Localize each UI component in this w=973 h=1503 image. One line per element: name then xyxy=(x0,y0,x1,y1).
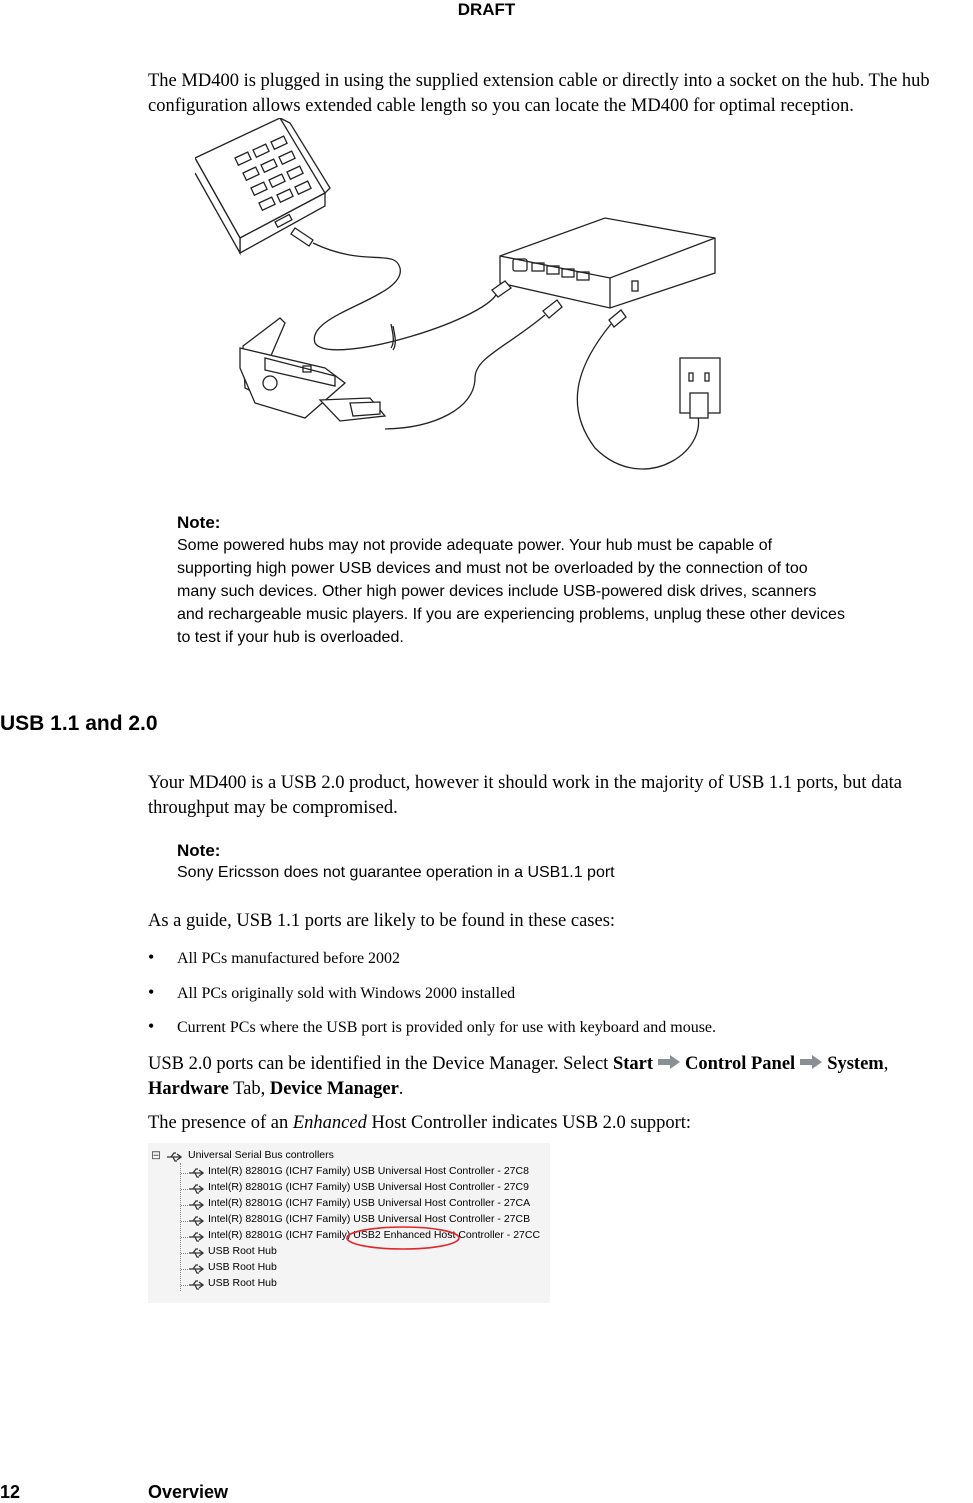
usb-icon xyxy=(188,1167,204,1179)
bullet-icon: • xyxy=(148,947,155,967)
tree-item-label: USB Root Hub xyxy=(208,1245,277,1257)
tree-root-label: Universal Serial Bus controllers xyxy=(188,1149,334,1161)
bullet-text: Current PCs where the USB port is provided only for use with keyboard and mouse. xyxy=(177,1019,717,1036)
tree-item-label: USB Root Hub xyxy=(208,1277,277,1289)
menu-path-device-manager: Device Manager xyxy=(269,1079,399,1100)
section-heading: USB 1.1 and 2.0 xyxy=(0,712,158,735)
usb-icon xyxy=(188,1279,204,1291)
tree-branch-line xyxy=(181,1205,188,1206)
collapse-icon[interactable]: ⊟ xyxy=(151,1148,162,1162)
usb-icon xyxy=(166,1151,182,1163)
presence-text: Host Controller indicates USB 2.0 support: xyxy=(366,1113,692,1133)
footer-section-name: Overview xyxy=(148,1482,229,1502)
tree-item[interactable] xyxy=(148,1181,550,1197)
laptop-drawing xyxy=(195,118,330,253)
tree-branch-line xyxy=(181,1285,188,1286)
tree-item-label: Intel(R) 82801G (ICH7 Family) USB Universal Host Controller - 27CA xyxy=(208,1197,531,1209)
tree-item[interactable] xyxy=(148,1197,550,1213)
note-line: many such devices. Other high power devices include USB-powered disk drives, scanners xyxy=(177,583,817,600)
tree-item-label: Intel(R) 82801G (ICH7 Family) USB Universal Host Controller - 27C9 xyxy=(208,1181,529,1193)
note-title: Note: xyxy=(177,841,221,860)
tree-root-row[interactable] xyxy=(148,1149,550,1165)
usb-icon xyxy=(188,1247,204,1259)
power-outlet-drawing xyxy=(680,358,720,418)
tree-item-label: Intel(R) 82801G (ICH7 Family) USB Universal Host Controller - 27C8 xyxy=(208,1165,529,1177)
punctuation: . xyxy=(398,1079,404,1100)
usb-icon xyxy=(188,1199,204,1211)
menu-path-system: System xyxy=(827,1054,884,1074)
tree-item[interactable] xyxy=(148,1277,550,1293)
intro-paragraph: The MD400 is plugged in using the supplied extension cable or directly into a socket on the hub. The hub configuration allows extended cable length so you can locate the MD400 for optimal reception. xyxy=(148,71,930,116)
guide-paragraph: As a guide, USB 1.1 ports are likely to be found in these cases: xyxy=(148,911,616,931)
bullet-icon: • xyxy=(148,1016,155,1036)
bullet-icon: • xyxy=(148,982,155,1002)
menu-path-control-panel: Control Panel xyxy=(685,1054,796,1074)
instruction-text: USB 2.0 ports can be identified in the Device Manager. Select xyxy=(148,1054,613,1074)
note-line: to test if your hub is overloaded. xyxy=(177,629,404,646)
usb-compat-paragraph: Your MD400 is a USB 2.0 product, however it should work in the majority of USB 1.1 ports, but data throughput may be compromised. xyxy=(148,773,903,818)
presence-text: The presence of an xyxy=(148,1113,293,1133)
right-arrow-icon xyxy=(657,1052,681,1077)
md400-hub-connection-illustration xyxy=(195,118,725,490)
punctuation: , xyxy=(883,1054,889,1074)
tree-item-label: Intel(R) 82801G (ICH7 Family) USB2 Enhanced Host Controller - 27CC xyxy=(208,1229,541,1241)
tree-branch-line xyxy=(181,1237,188,1238)
usb-icon xyxy=(188,1231,204,1243)
usb-icon xyxy=(188,1215,204,1227)
tree-branch-line xyxy=(181,1269,188,1270)
menu-path-start: Start xyxy=(612,1054,654,1074)
bullet-text: All PCs manufactured before 2002 xyxy=(177,950,401,967)
highlight-ellipse xyxy=(344,1225,462,1251)
enhanced-controller-paragraph xyxy=(148,1111,973,1136)
tree-item-label: USB Root Hub xyxy=(208,1261,277,1273)
note-line: Some powered hubs may not provide adequate power. Your hub must be capable of xyxy=(177,537,773,554)
usb-icon xyxy=(188,1183,204,1195)
device-manager-paragraph xyxy=(148,1052,973,1102)
note-guarantee xyxy=(177,841,957,884)
md400-modem-drawing xyxy=(240,318,385,421)
tree-branch-line xyxy=(181,1189,188,1190)
bullet-text: All PCs originally sold with Windows 2000 installed xyxy=(177,985,516,1002)
usb-icon xyxy=(188,1263,204,1275)
emphasis-text: Enhanced xyxy=(292,1113,367,1133)
note-title: Note: xyxy=(177,513,221,532)
tree-item[interactable] xyxy=(148,1165,550,1181)
page-number: 12 xyxy=(0,1482,21,1502)
tree-item[interactable] xyxy=(148,1261,550,1277)
draft-watermark-label: DRAFT xyxy=(457,0,516,19)
tree-branch-line xyxy=(181,1173,188,1174)
menu-path-hardware: Hardware xyxy=(148,1079,229,1100)
tree-branch-line xyxy=(181,1253,188,1254)
note-line: and rechargeable music players. If you are experiencing problems, unplug these other devices xyxy=(177,606,845,623)
note-line: supporting high power USB devices and must not be overloaded by the connection of too xyxy=(177,560,808,577)
instruction-text: Tab, xyxy=(228,1079,270,1100)
tree-item-label: Intel(R) 82801G (ICH7 Family) USB Universal Host Controller - 27CB xyxy=(208,1213,531,1225)
right-arrow-icon xyxy=(799,1052,823,1077)
device-manager-tree-screenshot xyxy=(148,1143,550,1303)
usb-hub-drawing xyxy=(500,218,715,308)
note-body: Sony Ericsson does not guarantee operation in a USB1.1 port xyxy=(177,864,615,881)
note-power xyxy=(177,513,967,649)
tree-branch-line xyxy=(181,1221,188,1222)
